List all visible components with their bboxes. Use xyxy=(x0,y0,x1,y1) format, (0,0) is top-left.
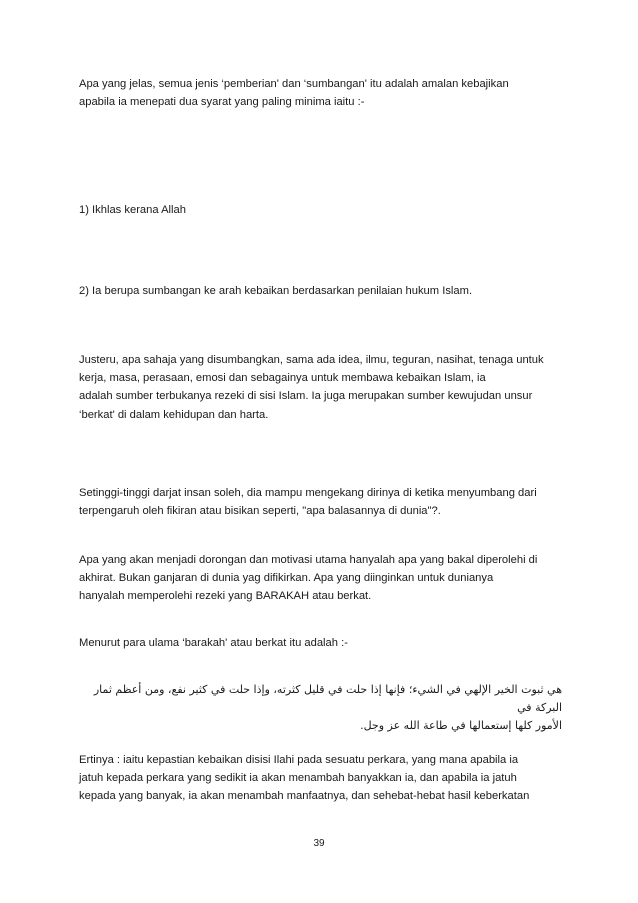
paragraph-intro xyxy=(79,75,562,111)
text-line: jatuh kepada perkara yang sedikit ia akan menambah banyakkan ia, dan apabila ia jatuh xyxy=(79,772,517,785)
paragraph-setinggi xyxy=(79,484,562,520)
text-line: adalah sumber terbukanya rezeki di sisi Islam. Ia juga merupakan sumber kewujudan unsur xyxy=(79,390,533,403)
text-line: hanyalah memperolehi rezeki yang BARAKAH atau berkat. xyxy=(79,590,372,603)
text-line: Ertinya : iaitu kepastian kebaikan disisi Ilahi pada sesuatu perkara, yang mana apabila ia xyxy=(79,754,519,766)
paragraph-ertinya xyxy=(79,751,562,806)
paragraph-motivasi xyxy=(79,551,562,606)
text-line: akhirat. Bukan ganjaran di dunia yag difikirkan. Apa yang diinginkan untuk dunianya xyxy=(79,572,494,585)
text-line: terpengaruh oleh fikiran atau bisikan seperti, "apa balasannya di dunia"?. xyxy=(79,505,441,518)
text-line: apabila ia menepati dua syarat yang paling minima iaitu :- xyxy=(79,96,365,109)
paragraph-condition-1 xyxy=(79,201,562,219)
text-line: Justeru, apa sahaja yang disumbangkan, sama ada idea, ilmu, teguran, nasihat, tenaga untuk xyxy=(79,354,544,366)
text-line: Apa yang jelas, semua jenis ‘pemberian' dan ‘sumbangan' itu adalah amalan kebajikan xyxy=(79,78,509,90)
text-line: kepada yang banyak, ia akan menambah manfaatnya, dan sehebat-hebat hasil keberkatan xyxy=(79,790,530,803)
text-line: ‘berkat' di dalam kehidupan dan harta. xyxy=(79,408,269,421)
text-line: 2) Ia berupa sumbangan ke arah kebaikan berdasarkan penilaian hukum Islam. xyxy=(79,285,473,297)
paragraph-condition-2 xyxy=(79,282,562,300)
text-line: Setinggi-tinggi darjat insan soleh, dia mampu mengekang dirinya di ketika menyumbang dari xyxy=(79,487,537,499)
arabic-line: هي ثبوت الخير الإلهي في الشيء؛ فإنها إذا حلت في قليل كثرته، وإذا حلت في كثير نفع، ومن أعظم ثمار البركة في xyxy=(93,683,562,714)
paragraph-justeru xyxy=(79,351,562,424)
page-number: 39 xyxy=(313,838,325,849)
paragraph-menurut xyxy=(79,634,562,652)
text-line: Apa yang akan menjadi dorongan dan motivasi utama hanyalah apa yang bakal diperolehi di xyxy=(79,554,538,566)
text-line: Menurut para ulama ‘barakah' atau berkat itu adalah :- xyxy=(79,637,348,649)
arabic-line: الأمور كلها إستعمالها في طاعة الله عز وجل. xyxy=(360,719,562,732)
text-line: kerja, masa, perasaan, emosi dan sebagainya untuk membawa kebaikan Islam, ia xyxy=(79,372,486,385)
text-line: 1) Ikhlas kerana Allah xyxy=(79,204,186,216)
arabic-quote xyxy=(79,681,562,735)
